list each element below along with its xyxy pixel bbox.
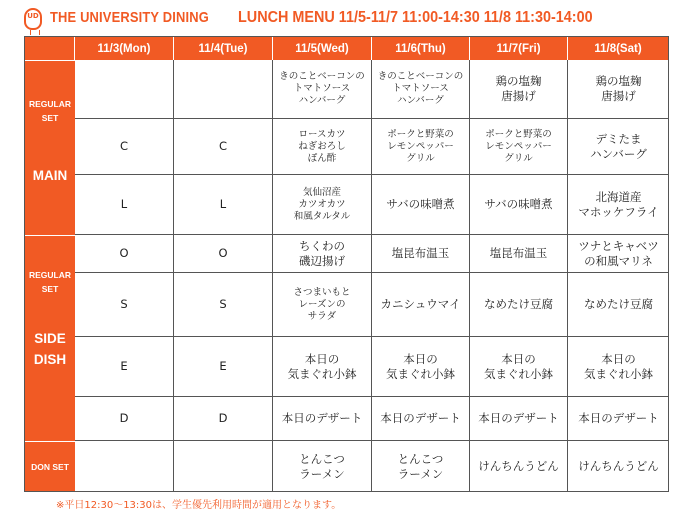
day-header: 11/6(Thu): [372, 37, 470, 60]
menu-cell: デミたま ハンバーグ: [568, 119, 669, 175]
menu-cell: サバの味噌煮: [470, 175, 568, 235]
menu-cell: 本日の 気まぐれ小鉢: [568, 337, 669, 397]
menu-cell: 本日の 気まぐれ小鉢: [470, 337, 568, 397]
menu-header: [0, 0, 685, 36]
menu-cell: D: [75, 397, 174, 441]
menu-cell: きのことベーコンの トマトソース ハンバーグ: [372, 60, 470, 119]
day-header: 11/4(Tue): [174, 37, 273, 60]
side-section-regular-set: REGULAR SET: [28, 270, 72, 294]
menu-cell: 鶏の塩麹 唐揚げ: [470, 60, 568, 119]
menu-cell: ちくわの 磯辺揚げ: [273, 235, 372, 273]
menu-cell: けんちんうどん: [470, 441, 568, 492]
menu-cell: ポークと野菜の レモンペッパー グリル: [470, 119, 568, 175]
menu-cell: S: [75, 273, 174, 337]
menu-cell: なめたけ豆腐: [568, 273, 669, 337]
menu-cell: 鶏の塩麹 唐揚げ: [568, 60, 669, 119]
menu-cell: ツナとキャベツ の和風マリネ: [568, 235, 669, 273]
menu-cell: けんちんうどん: [578, 459, 659, 473]
menu-cell: [75, 60, 174, 119]
menu-cell: なめたけ豆腐: [470, 273, 568, 337]
menu-cell: C: [75, 119, 174, 175]
menu-cell: サバの味噌煮: [372, 175, 470, 235]
side-section-title: SIDE DISH: [33, 331, 67, 367]
main-section-regular-set: REGULAR SET: [28, 99, 72, 123]
menu-cell: とんこつ ラーメン: [273, 441, 372, 492]
lunch-menu-table: [24, 36, 669, 492]
day-header: 11/5(Wed): [273, 37, 372, 60]
day-header: 11/8(Sat): [568, 37, 668, 60]
menu-cell: 本日の 気まぐれ小鉢: [372, 337, 470, 397]
menu-cell: S: [174, 273, 273, 337]
menu-cell: 気仙沼産 カツオカツ 和風タルタル: [273, 175, 372, 235]
menu-title: LUNCH MENU 11/5-11/7 11:00-14:30 11/8 11:30-14:00: [238, 9, 593, 26]
main-section-title: MAIN: [32, 168, 68, 183]
menu-cell: 塩昆布温玉: [372, 235, 470, 273]
menu-cell: E: [174, 337, 273, 397]
menu-cell: L: [75, 175, 174, 235]
fork-icon: [30, 30, 40, 35]
menu-cell: 本日のデザート: [568, 397, 669, 441]
menu-cell: 本日のデザート: [372, 397, 470, 441]
university-dining-logo: UD: [24, 8, 42, 30]
don-section-title: DON SET: [31, 462, 69, 472]
menu-cell: 本日の 気まぐれ小鉢: [273, 337, 372, 397]
menu-cell: [75, 441, 174, 492]
menu-cell: ポークと野菜の レモンペッパー グリル: [372, 119, 470, 175]
menu-cell: 本日のデザート: [470, 397, 568, 441]
menu-cell: カニシュウマイ: [372, 273, 470, 337]
menu-cell: 塩昆布温玉: [470, 235, 568, 273]
don-set-section-label: [25, 441, 75, 491]
menu-cell: とんこつ ラーメン: [372, 441, 470, 492]
menu-cell: [174, 60, 273, 119]
menu-cell: O: [174, 235, 273, 273]
day-header: 11/3(Mon): [75, 37, 174, 60]
day-header: 11/7(Fri): [470, 37, 568, 60]
menu-cell: さつまいもと レーズンの サラダ: [273, 273, 372, 337]
menu-cell: C: [174, 119, 273, 175]
menu-cell: D: [174, 397, 273, 441]
main-section-label: [25, 60, 75, 235]
menu-cell: E: [75, 337, 174, 397]
menu-cell: L: [174, 175, 273, 235]
footnote: ※平日12:30～13:30は、学生優先利用時間が適用となります。: [56, 500, 342, 511]
menu-cell: [174, 441, 273, 492]
menu-cell: O: [75, 235, 174, 273]
corner-header-cell: [25, 37, 75, 60]
side-dish-section-label: [25, 235, 75, 441]
menu-cell: きのことベーコンの トマトソース ハンバーグ: [273, 60, 372, 119]
menu-cell: 北海道産 マホッケフライ: [568, 175, 669, 235]
menu-cell: 本日のデザート: [273, 397, 372, 441]
menu-cell: ロースカツ ねぎおろし ぽん酢: [273, 119, 372, 175]
brand-name: THE UNIVERSITY DINING: [50, 9, 209, 26]
